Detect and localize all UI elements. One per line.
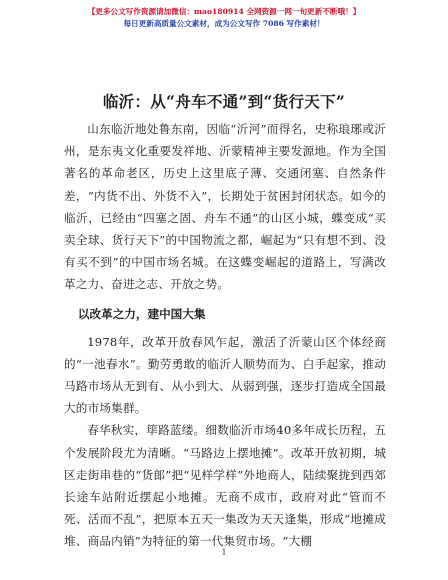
promo-header xyxy=(0,6,448,30)
promo-line-1: 【更多公文写作资源请加微信：mao180914 全网资源一网一旬更新不断哦！】 xyxy=(87,7,361,16)
section-paragraph-2: 春华秋实，筚路蓝缕。细数临沂市场40多年成长历程，五个发展阶段尤为清晰。“马路边上摆地摊”。改革开放初期，城区走街串巷的“货郎”把“见样学样”外地商人，陆续聚拢到西郊长途车站附近摆起小地摊。无商不成市，政府对此“管而不死、活而不乱”，把原本五天一集改为天天逢集，形成“地摊成堆、商品内销”为特征的第一代集贸市场。“大棚 xyxy=(64,423,386,549)
promo-line-2: 每日更新高质量公文素材，成为公文写作 7086 写作素材！ xyxy=(123,19,325,28)
document-body xyxy=(64,118,386,553)
section-heading: 以改革之力，建中国大集 xyxy=(77,306,206,321)
section-paragraph-1: 1978年，改革开放春风乍起，激活了沂蒙山区个体经商的“一池春水”。勤劳勇敢的临沂人顺势而为、白手起家，推动马路市场从无到有、从小到大、从弱到强，逐步打造成全国最大的市场集群。 xyxy=(64,334,386,416)
document-title: 临沂：从“舟车不通”到“货行天下” xyxy=(102,92,346,111)
intro-paragraph: 山东临沂地处鲁东南，因临“沂河”而得名，史称琅琊或沂州，是东夷文化重要发祥地、沂蒙精神主要发源地。作为全国著名的革命老区，历史上这里底子薄、交通闭塞、自然条件差，“内货不出、外货不入”，长期处于贫困封闭状态。如今的临沂，已经由“四塞之固、舟车不通”的山区小城，蝶变成“买卖全球、货行天下”的中国物流之都，崛起为“只有想不到、没有买不到”的中国市场名城。在这蝶变崛起的道路上，写满改革之力、奋进之志、开放之势。 xyxy=(64,122,386,292)
page-number: 1 xyxy=(221,548,227,557)
